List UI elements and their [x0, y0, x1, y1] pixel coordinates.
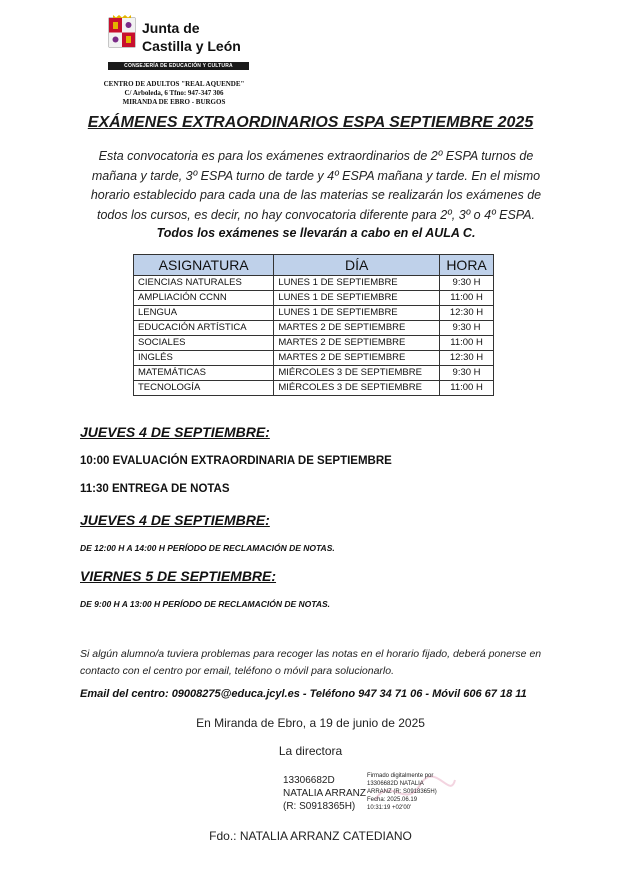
column-header-subject: ASIGNATURA	[134, 255, 274, 276]
section-heading-thursday-claims: JUEVES 4 DE SEPTIEMBRE:	[80, 512, 270, 528]
column-header-day: DÍA	[274, 255, 440, 276]
cell-subject: SOCIALES	[134, 336, 274, 351]
cell-time: 11:00 H	[440, 291, 494, 306]
table-row	[134, 291, 494, 306]
contact-note: Si algún alumno/a tuviera problemas para recoger las notas en el horario fijado, deberá ponerse en contacto con el centro por email, teléfono o móvil para solucionarlo.	[80, 648, 542, 677]
cell-time: 9:30 H	[440, 321, 494, 336]
centre-name: CENTRO DE ADULTOS "REAL AQUENDE"	[103, 80, 245, 88]
org-name-line1: Junta de	[142, 20, 200, 36]
coat-of-arms-icon	[108, 14, 136, 48]
digital-signature-meta	[367, 772, 437, 812]
sig-meta-line: 10:31:19 +02'00'	[367, 805, 412, 811]
table-row	[134, 306, 494, 321]
centre-address: C/ Arboleda, 6 Tfno: 947-347 306	[124, 89, 224, 97]
cell-day: LUNES 1 DE SEPTIEMBRE	[274, 276, 440, 291]
cell-subject: LENGUA	[134, 306, 274, 321]
cell-time: 12:30 H	[440, 306, 494, 321]
cell-time: 11:00 H	[440, 336, 494, 351]
table-row	[134, 381, 494, 396]
signature-id: 13306682D	[283, 775, 335, 786]
sig-meta-line: 13306682D NATALIA	[367, 781, 424, 787]
contact-details: Email del centro: 09008275@educa.jcyl.es - Teléfono 947 34 71 06 - Móvil 606 67 18 11	[80, 688, 527, 700]
cell-day: MARTES 2 DE SEPTIEMBRE	[274, 321, 440, 336]
cell-subject: AMPLIACIÓN CCNN	[134, 291, 274, 306]
table-row	[134, 276, 494, 291]
table-row	[134, 321, 494, 336]
cell-time: 9:30 H	[440, 276, 494, 291]
exam-schedule-table	[133, 254, 494, 396]
cell-day: MIÉRCOLES 3 DE SEPTIEMBRE	[274, 366, 440, 381]
cell-subject: EDUCACIÓN ARTÍSTICA	[134, 321, 274, 336]
cell-time: 12:30 H	[440, 351, 494, 366]
cell-subject: TECNOLOGÍA	[134, 381, 274, 396]
cell-subject: INGLÉS	[134, 351, 274, 366]
signed-by: Fdo.: NATALIA ARRANZ CATEDIANO	[209, 829, 412, 843]
claims-period-thursday: DE 12:00 H A 14:00 H PERÍODO DE RECLAMACIÓN DE NOTAS.	[80, 543, 335, 553]
table-row	[134, 351, 494, 366]
sig-meta-line: Firmado digitalmente por	[367, 773, 434, 779]
cell-day: MIÉRCOLES 3 DE SEPTIEMBRE	[274, 381, 440, 396]
centre-city: MIRANDA DE EBRO - BURGOS	[122, 98, 226, 106]
intro-location: Todos los exámenes se llevarán a cabo en el AULA C.	[156, 226, 476, 240]
evaluation-line: 10:00 EVALUACIÓN EXTRAORDINARIA DE SEPTIEMBRE	[80, 455, 392, 467]
department-banner: CONSEJERÍA DE EDUCACIÓN Y CULTURA	[108, 62, 249, 70]
column-header-time: HORA	[440, 255, 494, 276]
cell-day: MARTES 2 DE SEPTIEMBRE	[274, 336, 440, 351]
place-date: En Miranda de Ebro, a 19 de junio de 2025	[196, 716, 425, 730]
claims-period-friday: DE 9:00 H A 13:00 H PERÍODO DE RECLAMACIÓN DE NOTAS.	[80, 599, 331, 609]
intro-paragraph: Esta convocatoria es para los exámenes extraordinarios de 2º ESPA turnos de mañana y tarde, 3º ESPA turno de tarde y 4º ESPA mañana y tarde. En el mismo horario establecido para cada una de las materias se realizarán los exámenes de todos los cursos, es decir, no hay convocatoria diferente para 2º, 3º o 4º ESPA.	[90, 149, 542, 222]
sig-meta-line: ARRANZ (R: S0918365H)	[367, 789, 437, 795]
grades-delivery-line: 11:30 ENTREGA DE NOTAS	[80, 483, 230, 495]
cell-day: MARTES 2 DE SEPTIEMBRE	[274, 351, 440, 366]
cell-time: 9:30 H	[440, 366, 494, 381]
document-title: EXÁMENES EXTRAORDINARIOS ESPA SEPTIEMBRE 2025	[87, 114, 534, 131]
cell-time: 11:00 H	[440, 381, 494, 396]
section-heading-friday: VIERNES 5 DE SEPTIEMBRE:	[80, 568, 277, 584]
signature-name: NATALIA ARRANZ	[283, 788, 366, 799]
signature-reg: (R: S0918365H)	[283, 801, 356, 812]
org-name-line2: Castilla y León	[142, 38, 241, 54]
centre-info	[84, 80, 264, 107]
table-row	[134, 366, 494, 381]
cell-subject: CIENCIAS NATURALES	[134, 276, 274, 291]
table-row	[134, 336, 494, 351]
cell-subject: MATEMÁTICAS	[134, 366, 274, 381]
table-header-row	[134, 255, 494, 276]
signature-id-block	[283, 774, 366, 813]
signatory-role: La directora	[278, 744, 343, 758]
sig-meta-line: Fecha: 2025.06.19	[367, 797, 418, 803]
cell-day: LUNES 1 DE SEPTIEMBRE	[274, 291, 440, 306]
cell-day: LUNES 1 DE SEPTIEMBRE	[274, 306, 440, 321]
section-heading-thursday: JUEVES 4 DE SEPTIEMBRE:	[80, 424, 270, 440]
